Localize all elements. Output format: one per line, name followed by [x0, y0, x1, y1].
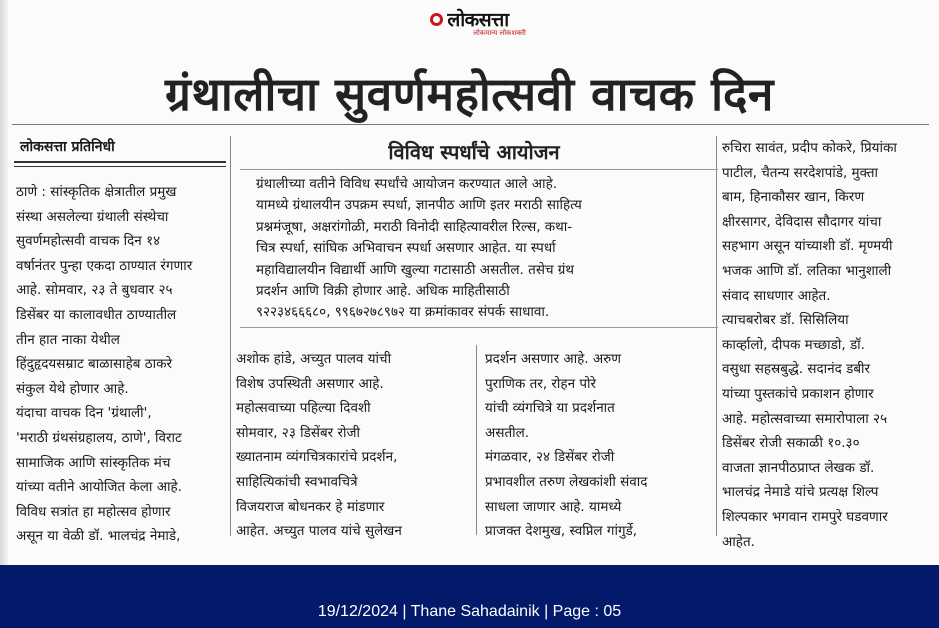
logo-text: लोकसत्ता: [447, 9, 509, 31]
byline-divider-thin: [14, 166, 226, 167]
logo-tagline: लोकमान्य लोकशक्ती: [473, 29, 526, 37]
byline: लोकसत्ता प्रतिनिधी: [20, 139, 115, 155]
logo-mark-icon: [430, 13, 443, 26]
article-headline: ग्रंथालीचा सुवर्णमहोत्सवी वाचक दिन: [165, 67, 774, 121]
article-column-3: प्रदर्शन असणार आहे. अरुण पुराणिक तर, रोहन पोरे यांची व्यंगचित्रे या प्रदर्शनात असतील. मंगळवार, २४ डिसेंबर रोजी प्रभावशील तरुण लेखकांशी संवाद साधला जाणार आहे. यामध्ये प्राजक्त देशमुख, स्वप्निल गांगुर्डे,: [485, 351, 648, 540]
info-box-text: ग्रंथालीच्या वतीने विविध स्पर्धांचे आयोजन करण्यात आले आहे. यामध्ये ग्रंथालयीन उपक्रम स्पर्धा, ज्ञानपीठ आणि इतर मराठी साहित्य प्रश्नमंजूषा, अक्षरांगोळी, मराठी विनोदी साहित्यावरील रिल्स, कथा- चित्र स्पर्धा, सांघिक अभिवाचन स्पर्धा असणार आहेत. या स्पर्धा महाविद्यालयीन विद्यार्थी आणि खुल्या गटासाठी असतील. तसेच ग्रंथ प्रदर्शन आणि विक्री होणार आहे. अधिक माहितीसाठी ९२२३४६६६८०, ९९६७२७८९७२ या क्रमांकावर संपर्क साधावा.: [256, 176, 582, 321]
article-column-1: ठाणे : सांस्कृतिक क्षेत्रातील प्रमुख संस्था असलेल्या ग्रंथाली संस्थेचा सुवर्णमहोत्सवी वाचक दिन १४ वर्षानंतर पुन्हा एकदा ठाण्यात रंगणार आहे. सोमवार, २३ ते बुधवार २५ डिसेंबर या कालावधीत ठाण्यातील तीन हात नाका येथील हिंदुहृदयसम्राट बाळासाहेब ठाकरे संकुल येथे होणार आहे. यंदाचा वाचक दिन 'ग्रंथाली', 'मराठी ग्रंथसंग्रहालय, ठाणे', विराट सामाजिक आणि सांस्कृतिक मंच यांच्या वतीने आयोजित केला आहे. विविध सत्रांत हा महोत्सव होणार असून या वेळी डॉ. भालचंद्र नेमाडे,: [16, 184, 193, 545]
article-column-4: रुचिरा सावंत, प्रदीप कोकरे, प्रियांका पाटील, चैतन्य सरदेशपांडे, मुक्ता बाम, हिनाकौसर खान, किरण क्षीरसागर, देविदास सौदागर यांचा सहभाग असून यांच्याशी डॉ. मृण्मयी भजक आणि डॉ. लतिका भानुशाली संवाद साधणार आहेत. त्याचबरोबर डॉ. सिसिलिया कार्व्हालो, दीपक मच्छाडो, डॉ. वसुधा सहस्रबुद्धे. सदानंद डबीर यांच्या पुस्तकांचे प्रकाशन होणार आहे. महोत्सवाच्या समारोपाला २५ डिसेंबर रोजी सकाळी १०.३० वाजता ज्ञानपीठप्राप्त लेखक डॉ. भालचंद्र नेमाडे यांचे प्रत्यक्ष शिल्प शिल्पकार भगवान रामपुरे घडवणार आहेत.: [722, 140, 897, 550]
byline-divider: [14, 161, 226, 163]
column-divider: [476, 345, 477, 535]
article-column-2: अशोक हांडे, अच्युत पालव यांची विशेष उपस्थिती असणार आहे. महोत्सवाच्या पहिल्या दिवशी सोमवार, २३ डिसेंबर रोजी ख्यातनाम व्यंगचित्रकारांचे प्रदर्शन, साहित्यिकांची स्वभावचित्रे विजयराज बोधनकर हे मांडणार आहेत. अच्युत पालव यांचे सुलेखन: [236, 351, 402, 540]
column-divider: [230, 136, 231, 536]
headline-divider: [12, 124, 929, 125]
box-subheading: विविध स्पर्धांचे आयोजन: [388, 140, 560, 164]
footer-caption: 19/12/2024 | Thane Sahadainik | Page : 05: [317, 603, 622, 620]
